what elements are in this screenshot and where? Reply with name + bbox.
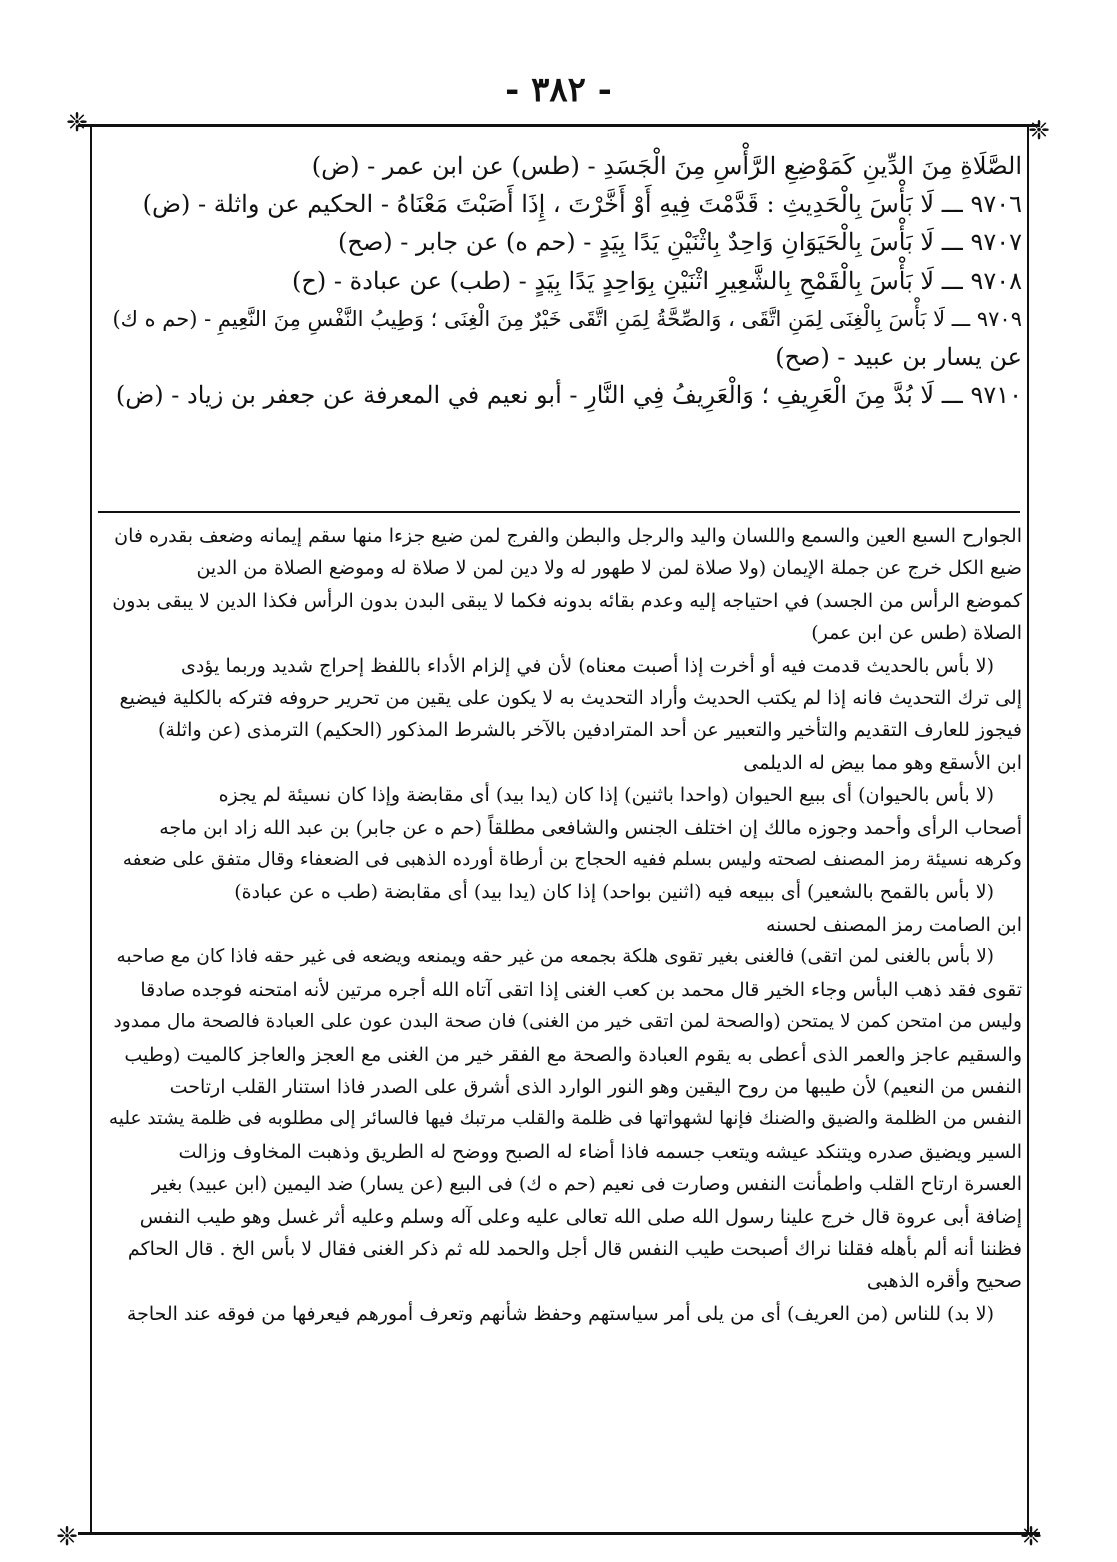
page-number: - ٣٨٢ -: [505, 70, 612, 110]
commentary-line: وكرهه نسيئة رمز المصنف لصحته وليس بسلم ففيه الحجاج بن أرطاة أورده الذهبى فى الضعفاء وقال متفق على ضعفه: [122, 849, 1022, 871]
commentary-line: العسرة ارتاح القلب واطمأنت النفس وصارت فى نعيم (حم ه ك) فى البيع (عن يسار) ضد اليمين (ابن عبيد) بغير: [151, 1173, 1022, 1196]
commentary-line: النفس من النعيم) لأن طيبها من روح اليقين وهو النور الوارد الذى أشرق على الصدر فاذا استنار القلب ارتاحت: [169, 1075, 1022, 1098]
commentary-line: إلى ترك التحديث فانه إذا لم يكتب الحديث وأراد التحديث به لا يكون على يقين من تحرير حروفه فتركه بالكلية فيضيع: [119, 687, 1022, 710]
ornament-icon: ❈: [1020, 1522, 1042, 1552]
commentary-line: الجوارح السبع العين والسمع واللسان واليد والرجل والبطن والفرج لمن ضيع جزءا منها سقم إيمانه وضعف بقدره فان: [114, 525, 1022, 547]
hadith-line: ٩٧٠٦ ـــ لَا بَأْسَ بِالْحَدِيثِ : قَدَّمْتَ فِيهِ أَوْ أَخَّرْتَ ، إِذَا أَصَبْتَ مَعْنَاهُ - الحكيم عن واثلة - (ض): [142, 190, 1022, 219]
commentary-line: (لا بد) للناس (من العريف) أى من يلى أمر سياستهم وحفظ شأنهم وتعرف أمورهم فيعرفها من فوقه عند الحاجة: [126, 1302, 994, 1325]
commentary-line: تقوى فقد ذهب البأس وجاء الخير قال محمد بن كعب الغنى إذا اتقى آتاه الله أجره مرتين لأنه امتحنه فوجده صادقا: [140, 978, 1022, 1001]
ornament-icon: ❈: [66, 108, 88, 138]
commentary-line: والسقيم عاجز والعمر الذى أعطى به يقوم العبادة والصحة مع الفقر خير من الغنى مع العجز والعاجز كالميت (وطيب: [124, 1043, 1022, 1066]
hadith-section: [100, 147, 1022, 414]
hadith-line: عن يسار بن عبيد - (صح): [775, 343, 1022, 372]
ornament-icon: ❈: [56, 1522, 78, 1552]
hadith-line: ٩٧٠٧ ـــ لَا بَأْسَ بِالْحَيَوَانِ وَاحِدٌ بِاثْنَيْنِ يَدًا بِيَدٍ - (حم ه) عن جابر - (صح): [338, 228, 1022, 257]
commentary-line: ابن الأسقع وهو مما بيض له الديلمى: [743, 751, 1022, 774]
hadith-line: ٩٧١٠ ـــ لَا بُدَّ مِنَ الْعَرِيفِ ؛ وَالْعَرِيفُ فِي النَّارِ - أبو نعيم في المعرفة عن جعفر بن زياد - (ض): [115, 381, 1022, 410]
commentary-section: [100, 520, 1022, 1330]
commentary-line: الصلاة (طس عن ابن عمر): [811, 622, 1022, 645]
bottom-rule: [78, 1532, 1040, 1535]
hadith-line: ٩٧٠٩ ـــ لَا بَأْسَ بِالْغِنَى لِمَنِ اتَّقَى ، وَالصِّحَّةُ لِمَنِ اتَّقَى خَيْرٌ مِنَ الْغِنَى ؛ وَطِيبُ النَّفْسِ مِنَ النَّعِيمِ - (حم ه ك): [112, 306, 1022, 331]
section-divider: [98, 511, 1020, 513]
commentary-line: (لا بأس بالحيوان) أى ببيع الحيوان (واحدا باثنين) إذا كان (يدا بيد) أى مقابضة وإذا كان نسيئة لم يجزه: [218, 784, 994, 807]
hadith-line: الصَّلَاةِ مِنَ الدِّينِ كَمَوْضِعِ الرَّأْسِ مِنَ الْجَسَدِ - (طس) عن ابن عمر - (ض): [311, 152, 1022, 180]
commentary-line: (لا بأس بالحديث قدمت فيه أو أخرت إذا أصبت معناه) لأن في إلزام الأداء باللفظ إحراج شديد وربما يؤدى: [180, 654, 994, 677]
commentary-line: وليس من امتحن كمن لا يمتحن (والصحة لمن اتقى خير من الغنى) فان صحة البدن عون على العبادة فالصحة مال ممدود: [113, 1011, 1022, 1033]
right-rule: [1027, 125, 1029, 1535]
ornament-icon: ❈: [1028, 116, 1050, 146]
commentary-line: (لا بأس بالغنى لمن اتقى) فالغنى بغير تقوى هلكة بجمعه من غير حقه ويمنعه ويضعه فى غير حقه فاذا كان مع صاحبه: [116, 946, 994, 968]
hadith-line: ٩٧٠٨ ـــ لَا بَأْسَ بِالْقَمْحِ بِالشَّعِيرِ اثْنَيْنِ بِوَاحِدٍ يَدًا بِيَدٍ - (طب) عن عبادة - (ح): [292, 266, 1022, 295]
commentary-line: صحيح وأقره الذهبى: [866, 1270, 1022, 1293]
commentary-line: فيجوز للعارف التقديم والتأخير والتعبير عن أحد المترادفين بالآخر بالشرط المذكور (الحكيم) الترمذى (عن واثلة): [157, 719, 1022, 742]
commentary-line: كموضع الرأس من الجسد) في احتياجه إليه وعدم بقائه بدونه فكما لا يبقى البدن بدون الرأس فكذا الدين لا يبقى بدون: [112, 589, 1022, 612]
commentary-line: إضافة أبى عروة قال خرج علينا رسول الله صلى الله تعالى عليه وعلى آله وسلم وعليه أثر غسل وهو طيب النفس: [139, 1205, 1022, 1228]
commentary-line: النفس من الظلمة والضيق والضنك فإنها لشهواتها فى ظلمة والقلب مرتبك فيها فالسائر إلى مطلوبه فى ظلمة يشتد عليه: [108, 1108, 1022, 1130]
commentary-line: ضيع الكل خرج عن جملة الإيمان (ولا صلاة لمن لا طهور له ولا دين لمن لا صلاة له وموضع الصلاة من الدين: [196, 557, 1022, 580]
commentary-line: (لا بأس بالقمح بالشعير) أى ببيعه فيه (اثنين بواحد) إذا كان (يدا بيد) أى مقابضة (طب ه عن عبادة): [234, 881, 994, 904]
commentary-line: فظننا أنه ألم بأهله فقلنا نراك أصبحت طيب النفس قال أجل والحمد لله ثم ذكر الغنى فقال لا بأس الخ . قال الحاكم: [127, 1237, 1022, 1260]
top-rule: [78, 124, 1040, 127]
commentary-line: السير ويضيق صدره ويتنكد عيشه ويتعب جسمه فاذا أضاء له الصبح ووضح له الطريق وذهبت المخاوف وزالت: [178, 1140, 1022, 1163]
left-rule: [90, 125, 92, 1535]
commentary-line: أصحاب الرأى وأحمد وجوزه مالك إن اختلف الجنس والشافعى مطلقاً (حم ه عن جابر) بن عبد الله زاد ابن ماجه: [159, 816, 1022, 839]
commentary-line: ابن الصامت رمز المصنف لحسنه: [765, 913, 1022, 936]
